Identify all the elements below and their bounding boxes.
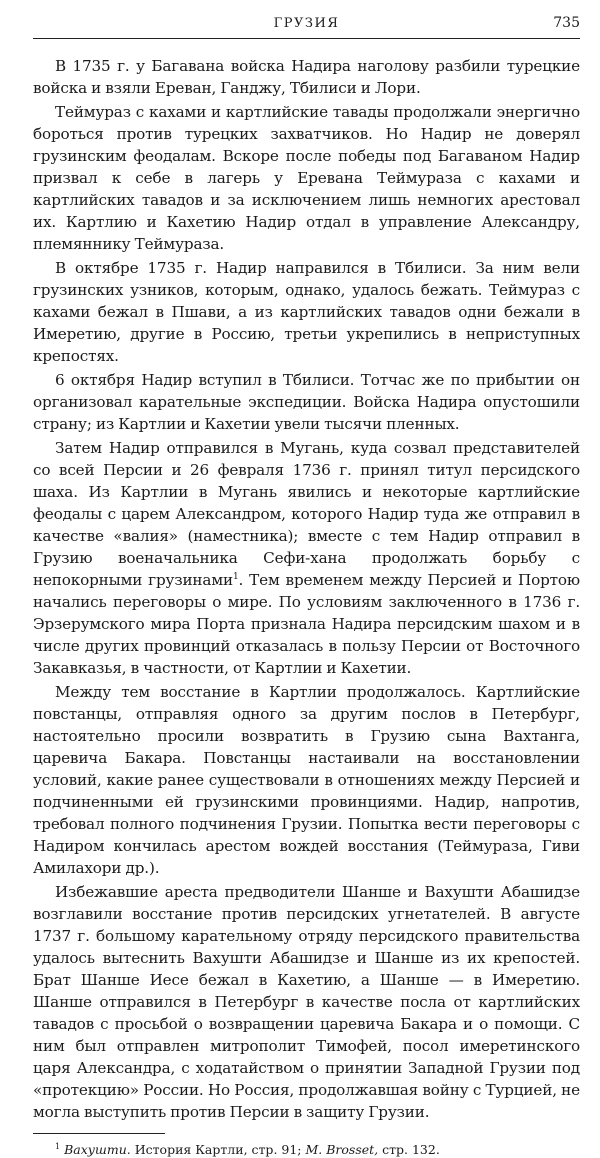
page-header <box>33 14 580 39</box>
paragraph: В октябре 1735 г. Надир направился в Тбилиси. За ним вели грузинских узников, которым, однако, удалось бежать. Теймураз с кахами бежал в Пшави, а из картлийских тавадов одни бежали в Имеретию, другие в Россию, третьи укрепились в неприступных крепостях. <box>33 259 580 365</box>
footnote-reference[interactable]: 1 <box>232 571 239 582</box>
paragraph-text: . Тем временем между Персией и Портою начались переговоры о мире. По условиям заключенного в 1736 г. Эрзерумского мира Порта признала Надира персидским шахом и в числе других провинций отказалась в пользу Персии от Восточного Закавказья, в частности, от Картлии и Кахетии. <box>33 571 580 677</box>
paragraph: Избежавшие ареста предводители Шанше и Вахушти Абашидзе возглавили восстание против персидских угнетателей. В августе 1737 г. большому карательному отряду персидского правительства удалось вытеснить Вахушти Абашидзе и Шанше из их крепостей. Брат Шанше Иесе бежал в Кахетию, а Шанше — в Имеретию. Шанше отправился в Петербург в качестве посла от картлийских тавадов с просьбой о возвращении царевича Бакара и о помощи. С ним был отправлен митрополит Тимофей, посол имеретинского царя Александра, с ходатайством о принятии Западной Грузии под «протекцию» России. Но Россия, продолжавшая войну с Турцией, не могла выступить против Персии в защиту Грузии. <box>33 883 580 1121</box>
footnote-text: стр. 132. <box>378 1142 440 1157</box>
footnote-text: История Картли, стр. 91; <box>130 1142 306 1157</box>
paragraph: В 1735 г. у Багавана войска Надира наголову разбили турецкие войска и взяли Ереван, Ганджу, Тбилиси и Лори. <box>33 57 580 97</box>
book-page <box>33 14 580 1158</box>
main-text <box>33 55 580 1123</box>
paragraph-text: Затем Надир отправился в Мугань, куда созвал представителей со всей Персии и 26 февраля 1736 г. принял титул персидского шаха. Из Картлии в Мугань явились и некоторые картлийские феодалы с царем Александром, которого Надир туда же отправил в качестве «валия» (наместника); вместе с тем Надир отправил в Грузию военачальника Сефи-хана продолжать борьбу с непокорными грузинами <box>33 439 580 589</box>
paragraph-with-footnote <box>33 437 580 679</box>
footnote <box>33 1142 580 1158</box>
page-number: 735 <box>553 15 580 31</box>
paragraph: Между тем восстание в Картлии продолжалось. Картлийские повстанцы, отправляя одного за другим послов в Петербург, настоятельно просили возвратить в Грузию сына Вахтанга, царевича Бакара. Повстанцы настаивали на восстановлении условий, какие ранее существовали в отношениях между Персией и подчиненными ей грузинскими провинциями. Надир, напротив, требовал полного подчинения Грузии. Попытка вести переговоры с Надиром кончилась арестом вождей восстания (Теймураза, Гиви Амилахори др.). <box>33 683 580 877</box>
paragraph: Теймураз с кахами и картлийские тавады продолжали энергично бороться против турецких захватчиков. Но Надир не доверял грузинским феодалам. Вскоре после победы под Багаваном Надир призвал к себе в лагерь у Еревана Теймураза с кахами и картлийских тавадов и за исключением лишь немногих арестовал их. Картлию и Кахетию Надир отдал в управление Александру, племяннику Теймураза. <box>33 103 580 253</box>
footnote-author: Вахушти. <box>64 1142 131 1157</box>
footnote-author: M. Brosset, <box>305 1142 379 1157</box>
footnote-divider <box>33 1133 165 1134</box>
paragraph: 6 октября Надир вступил в Тбилиси. Тотчас же по прибытии он организовал карательные экспедиции. Войска Надира опустошили страну; из Картлии и Кахетии увели тысячи пленных. <box>33 371 580 433</box>
footnote-mark: 1 <box>55 1141 61 1151</box>
running-title: ГРУЗИЯ <box>273 16 340 31</box>
